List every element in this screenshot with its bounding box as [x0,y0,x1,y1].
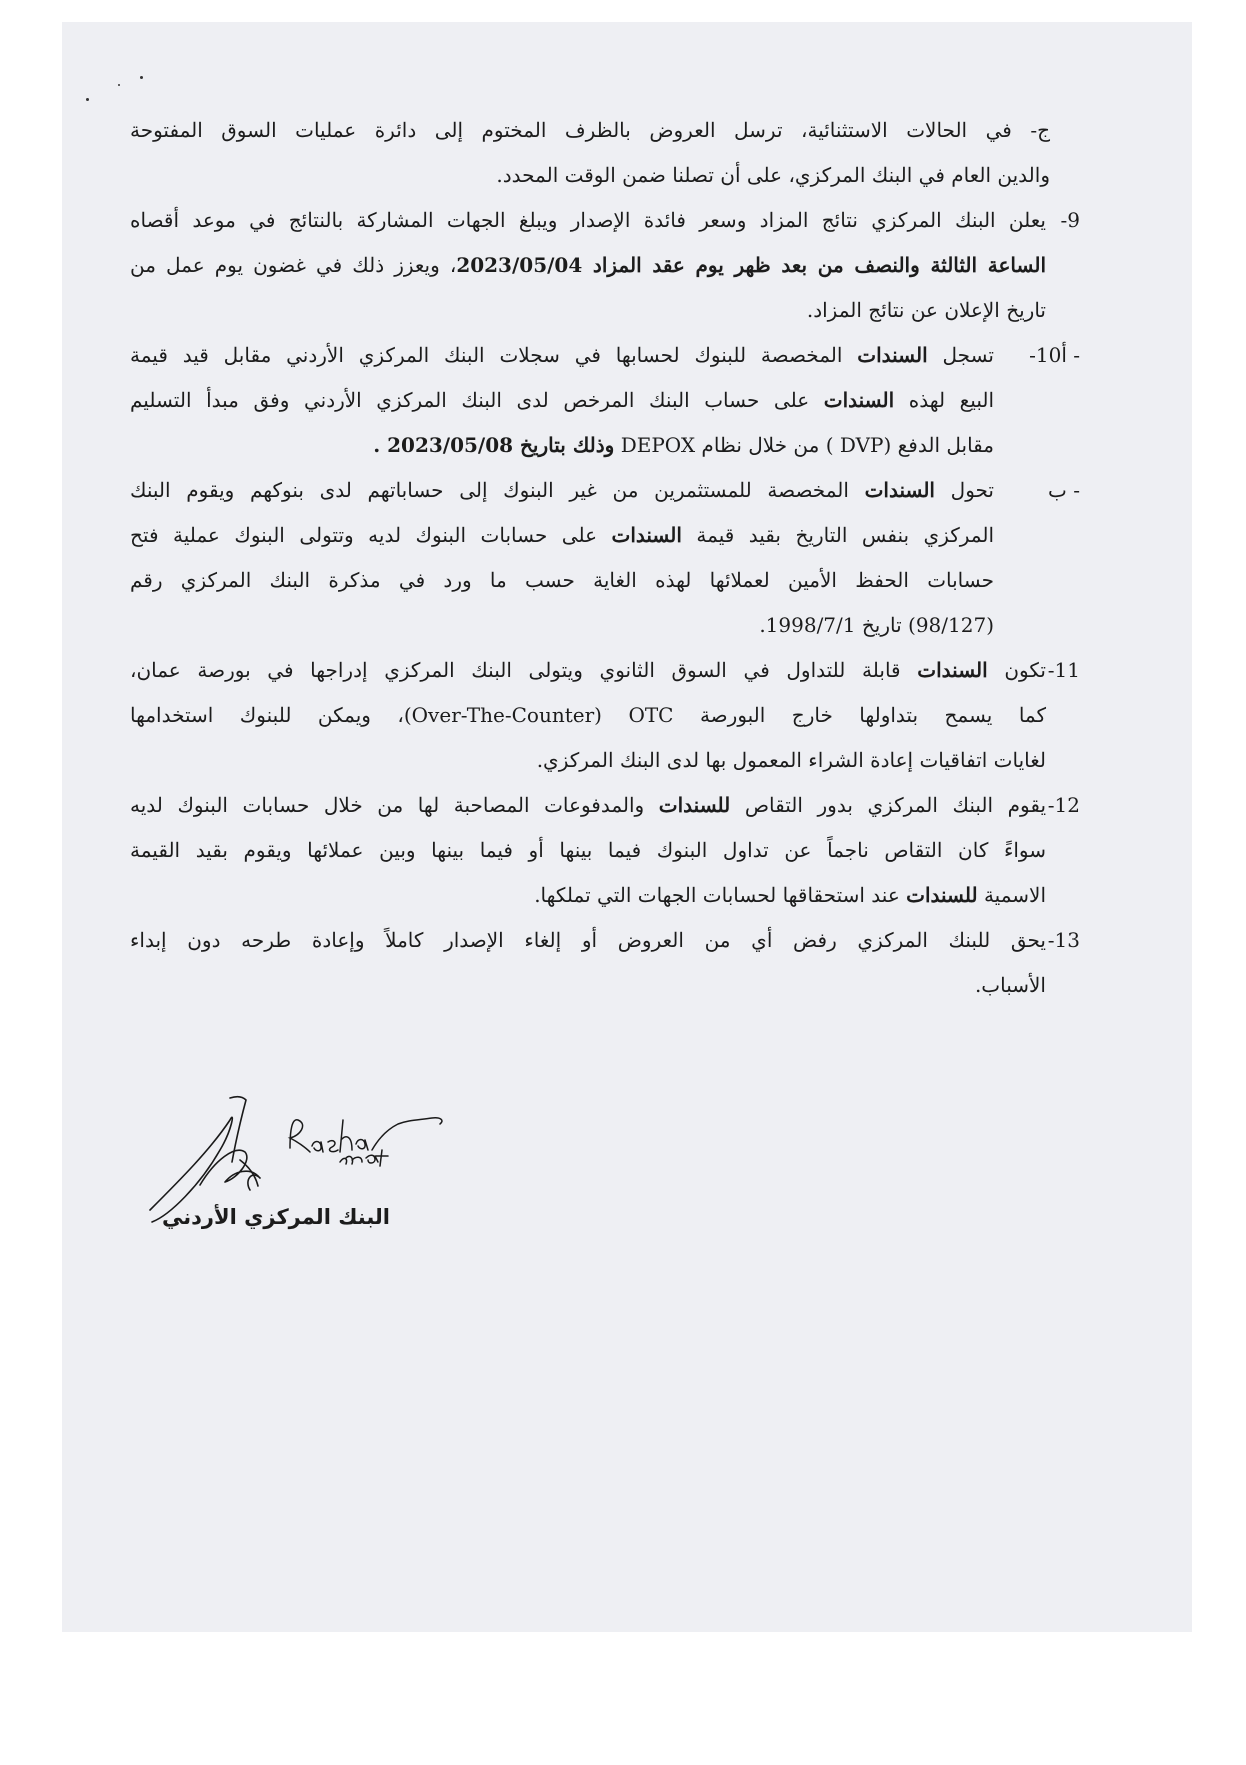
scan-speck [118,84,120,86]
clause-12 [130,783,1080,918]
clause-11-line-3: لغايات اتفاقيات إعادة الشراء المعمول بها لدى البنك المركزي. [536,748,1046,772]
otc-expansion: (Over-The-Counter) [403,703,602,727]
text-run: يقوم البنك المركزي بدور التقاص [744,793,1047,817]
clause-9-bold-deadline: الساعة الثالثة والنصف من بعد ظهر يوم عقد المزاد 2023/05/04 [456,253,1046,277]
text-run: الاسمية [983,883,1046,907]
clause-12-line-1 [130,783,1046,828]
text-run: المخصصة للمستثمرين من غير البنوك إلى حساباتهم لدى بنوكهم ويقوم البنك [130,478,849,502]
clause-10a-line-1 [130,333,994,378]
handwritten-signature [140,1090,500,1260]
bold-term: السندات [611,523,682,547]
clause-10a-line-3 [130,423,994,468]
clause-9-line-1: يعلن البنك المركزي نتائج المزاد وسعر فائدة الإصدار ويبلغ الجهات المشاركة بالنتائج في موعد أقصاه [130,208,1046,232]
clause-10a-line-2 [130,378,994,423]
text-run: تسجل [942,343,994,367]
clause-13 [130,918,1080,1008]
document-body [130,108,1080,1008]
clause-11-line-2 [130,693,1046,738]
clause-11-number: -11 [1047,658,1080,682]
bold-term: للسندات [906,883,978,907]
text-run: قابلة للتداول في السوق الثانوي ويتولى البنك المركزي إدراجها في بورصة عمان، [130,658,901,682]
clause-13-line-2: الأسباب. [974,973,1046,997]
text-run: مقابل الدفع (DVP ) من خلال نظام DEPOX [620,433,994,457]
clause-10b-line-1 [130,468,994,513]
clause-12-number: -12 [1047,793,1080,817]
clause-9-line-2-rest: ، ويعزز ذلك في غضون يوم عمل من [130,253,457,277]
clause-c-line-1: ج- في الحالات الاستثنائية، ترسل العروض بالظرف المختوم إلى دائرة عمليات السوق المفتوحة [130,118,1050,142]
text-run: ، ويمكن للبنوك استخدامها [130,703,404,727]
clause-10b-line-4: (98/127) تاريخ 1998/7/1. [759,613,994,637]
clause-11-line-1 [130,648,1046,693]
bold-term: السندات [857,343,928,367]
clause-11 [130,648,1080,783]
scan-speck [140,76,143,79]
text-run: البيع لهذه [908,388,995,412]
clause-12-line-2: سواءً كان التقاص ناجماً عن تداول البنوك فيما بينها أو فيما بينها وبين عملائها ويقوم بقيد القيمة [130,838,1046,862]
clause-c [130,108,1080,198]
text-run: عند استحقاقها لحسابات الجهات التي تملكها. [534,883,900,907]
clause-9-line-2 [130,243,1046,288]
clause-10b-line-3: حسابات الحفظ الأمين لعملائها لهذه الغاية حسب ما ورد في مذكرة البنك المركزي رقم [130,568,994,592]
clause-c-line-2: والدين العام في البنك المركزي، على أن تصلنا ضمن الوقت المحدد. [496,163,1050,187]
bold-term: السندات [864,478,935,502]
clause-12-line-3 [130,873,1046,918]
clause-13-line-1: يحق للبنك المركزي رفض أي من العروض أو إلغاء الإصدار كاملاً وإعادة طرحه دون إبداء [130,928,1046,952]
signatory-bank-name: البنك المركزي الأردني [162,1205,390,1229]
clause-9 [130,198,1080,333]
bold-term: السندات [823,388,895,412]
text-run: على حساب البنك المرخص لدى البنك المركزي الأردني وفق مبدأ التسليم [130,388,810,412]
clause-10b-number: ب - [1048,478,1080,502]
text-run: المخصصة للبنوك لحسابها في سجلات البنك المركزي الأردني مقابل قيد قيمة [130,343,843,367]
clause-10b [130,468,1080,648]
scan-speck [86,98,89,101]
clause-9-number: -9 [1060,208,1080,232]
bold-settlement-date: وذلك بتاريخ 2023/05/08 . [373,433,615,457]
bold-term: السندات [917,658,988,682]
text-run: المركزي بنفس التاريخ بقيد قيمة [696,523,995,547]
bold-term: للسندات [658,793,731,817]
clause-13-number: -13 [1047,928,1080,952]
text-run: على حسابات البنوك لديه وتتولى البنوك عملية فتح [130,523,598,547]
text-run: والمدفوعات المصاحبة لها من خلال حسابات البنوك لديه [130,793,645,817]
clause-9-line-3: تاريخ الإعلان عن نتائج المزاد. [806,298,1046,322]
clause-10a [130,333,1080,468]
text-run: كما يسمح بتداولها خارج البورصة OTC [628,703,1046,727]
clause-10a-number: -10أ - [1029,343,1080,367]
text-run: تكون [1004,658,1046,682]
text-run: تحول [950,478,994,502]
clause-10b-line-2 [130,513,994,558]
